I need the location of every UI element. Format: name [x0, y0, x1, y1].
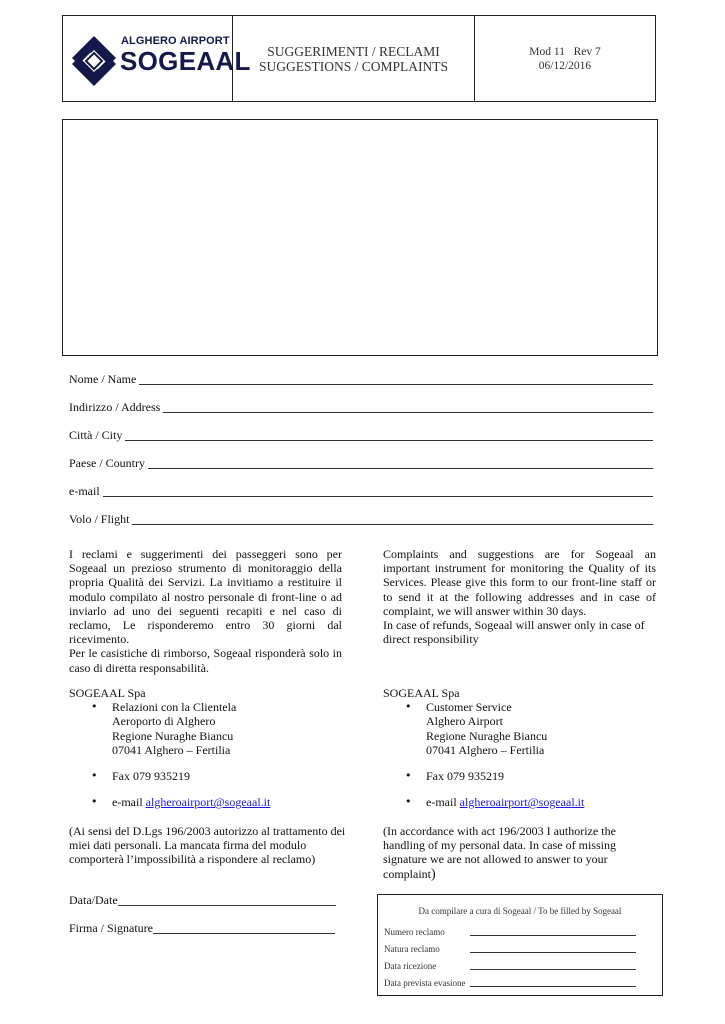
- office-line-received-date[interactable]: [470, 969, 636, 970]
- english-contact-list: [383, 700, 663, 809]
- italian-addr-line-1: • Relazioni con la Clientela: [112, 700, 237, 715]
- revision-number: Rev 7: [573, 45, 601, 58]
- flight-line[interactable]: [132, 524, 653, 525]
- italian-email-link[interactable]: algheroairport@sogeaal.it: [145, 795, 271, 810]
- signature-label: Firma / Signature: [69, 921, 153, 935]
- module-revision: [529, 45, 600, 59]
- city-label: Città / City: [69, 428, 123, 442]
- country-line[interactable]: [148, 468, 653, 469]
- english-privacy-close: ): [431, 866, 436, 882]
- english-paragraph-1: Complaints and suggestions are for Sogeaal an important instrument for monitoring the Quality of its Services. Please give this form to our front-line staff or to send it at the following addresses and in case of complaint, we will answer within 30 days.: [383, 547, 656, 618]
- email-line[interactable]: [103, 496, 653, 497]
- english-addr-line-1: • Customer Service: [426, 700, 512, 715]
- address-line[interactable]: [163, 412, 653, 413]
- italian-contact-list: [69, 700, 349, 809]
- english-email-link[interactable]: algheroairport@sogeaal.it: [459, 795, 585, 810]
- sogeaal-logo-icon: [71, 35, 117, 87]
- italian-fax-item: [69, 769, 349, 783]
- name-field[interactable]: [69, 371, 653, 387]
- english-fax-item: [383, 769, 663, 783]
- italian-privacy: (Ai sensi del D.Lgs 196/2003 autorizzo al trattamento dei miei dati personali. La mancata firma del modulo comporterà l’impossibilità a rispondere al reclamo): [69, 824, 346, 867]
- english-intro: [383, 547, 656, 646]
- office-use-box: [377, 894, 663, 996]
- english-address-item: [383, 700, 663, 757]
- italian-intro: [69, 547, 342, 675]
- logo-cell: [63, 16, 251, 101]
- city-line[interactable]: [125, 440, 653, 441]
- english-addr-line-2: Alghero Airport: [426, 714, 503, 729]
- name-label: Nome / Name: [69, 372, 137, 386]
- office-row-complaint-type[interactable]: [384, 944, 636, 954]
- office-line-expected-resolution[interactable]: [470, 986, 636, 987]
- email-field[interactable]: [69, 483, 653, 499]
- italian-address-block: [69, 686, 349, 809]
- office-row-received-date[interactable]: [384, 961, 636, 971]
- signature-field[interactable]: [69, 921, 335, 936]
- flight-label: Volo / Flight: [69, 512, 130, 526]
- italian-addr-line-2: Aeroporto di Alghero: [112, 714, 216, 729]
- address-label: Indirizzo / Address: [69, 400, 161, 414]
- country-label: Paese / Country: [69, 456, 145, 470]
- english-privacy: [383, 824, 633, 882]
- office-line-complaint-number[interactable]: [470, 935, 636, 936]
- city-field[interactable]: [69, 427, 653, 443]
- english-addr-line-3: Regione Nuraghe Biancu: [426, 728, 548, 743]
- italian-paragraph-2: Per le casistiche di rimborso, Sogeaal risponderà solo in caso di diretta responsabilità.: [69, 646, 342, 675]
- revision-cell: [475, 16, 655, 101]
- flight-field[interactable]: [69, 511, 653, 527]
- italian-fax: Fax 079 935219: [112, 769, 190, 784]
- office-row-expected-resolution[interactable]: [384, 978, 636, 988]
- english-email-label: e-mail: [426, 795, 460, 810]
- office-use-title: Da compilare a cura di Sogeaal / To be filled by Sogeaal: [418, 906, 622, 916]
- revision-date: 06/12/2016: [538, 59, 592, 72]
- italian-company: SOGEAAL Spa: [69, 686, 146, 700]
- english-privacy-text: (In accordance with act 196/2003 I authorize the handling of my personal data. In case of missing signature we are not allowed to answer to your complaint: [383, 824, 616, 881]
- english-address-block: [383, 686, 663, 809]
- email-label: e-mail: [69, 484, 100, 498]
- date-line[interactable]: [118, 905, 336, 906]
- italian-paragraph-1: I reclami e suggerimenti dei passeggeri sono per Sogeaal un prezioso strumento di monitoraggio della propria Qualità dei Servizi. La invitiamo a restituire il modulo compilato al nostro personale di front-line o ad inviarlo ad uno dei seguenti recapiti e nel caso di reclamo, Le risponderemo entro 30 giorni dal ricevimento.: [69, 547, 342, 647]
- italian-addr-line-3: Regione Nuraghe Biancu: [112, 728, 234, 743]
- english-company: SOGEAAL Spa: [383, 686, 460, 700]
- signature-line[interactable]: [153, 933, 335, 934]
- office-row-complaint-number[interactable]: [384, 927, 636, 937]
- english-fax: Fax 079 935219: [426, 769, 504, 784]
- office-line-complaint-type[interactable]: [470, 952, 636, 953]
- office-label-expected-resolution: Data prevista evasione: [384, 978, 466, 988]
- title-italian: SUGGERIMENTI / RECLAMI: [267, 43, 440, 59]
- title-english: SUGGESTIONS / COMPLAINTS: [258, 58, 449, 74]
- title-cell: [233, 16, 475, 101]
- italian-address-item: [69, 700, 349, 757]
- module-number: Mod 11: [529, 45, 565, 58]
- italian-addr-line-4: 07041 Alghero – Fertilia: [112, 742, 231, 757]
- logo-tagline: ALGHERO AIRPORT: [121, 35, 230, 47]
- name-line[interactable]: [139, 384, 653, 385]
- comment-box[interactable]: [62, 119, 658, 356]
- english-addr-line-4: 07041 Alghero – Fertilia: [426, 742, 545, 757]
- italian-email-item: [69, 795, 349, 809]
- document-header: [62, 15, 656, 102]
- office-label-received-date: Data ricezione: [384, 961, 437, 971]
- english-paragraph-2: In case of refunds, Sogeaal will answer only in case of direct responsibility: [383, 618, 645, 647]
- country-field[interactable]: [69, 455, 653, 471]
- office-label-complaint-number: Numero reclamo: [384, 927, 445, 937]
- office-label-complaint-type: Natura reclamo: [384, 944, 440, 954]
- date-label: Data/Date: [69, 893, 118, 907]
- english-email-item: [383, 795, 663, 809]
- logo-wordmark: SOGEAAL: [120, 46, 251, 76]
- date-field[interactable]: [69, 893, 336, 908]
- italian-email-label: e-mail: [112, 795, 146, 810]
- address-field[interactable]: [69, 399, 653, 415]
